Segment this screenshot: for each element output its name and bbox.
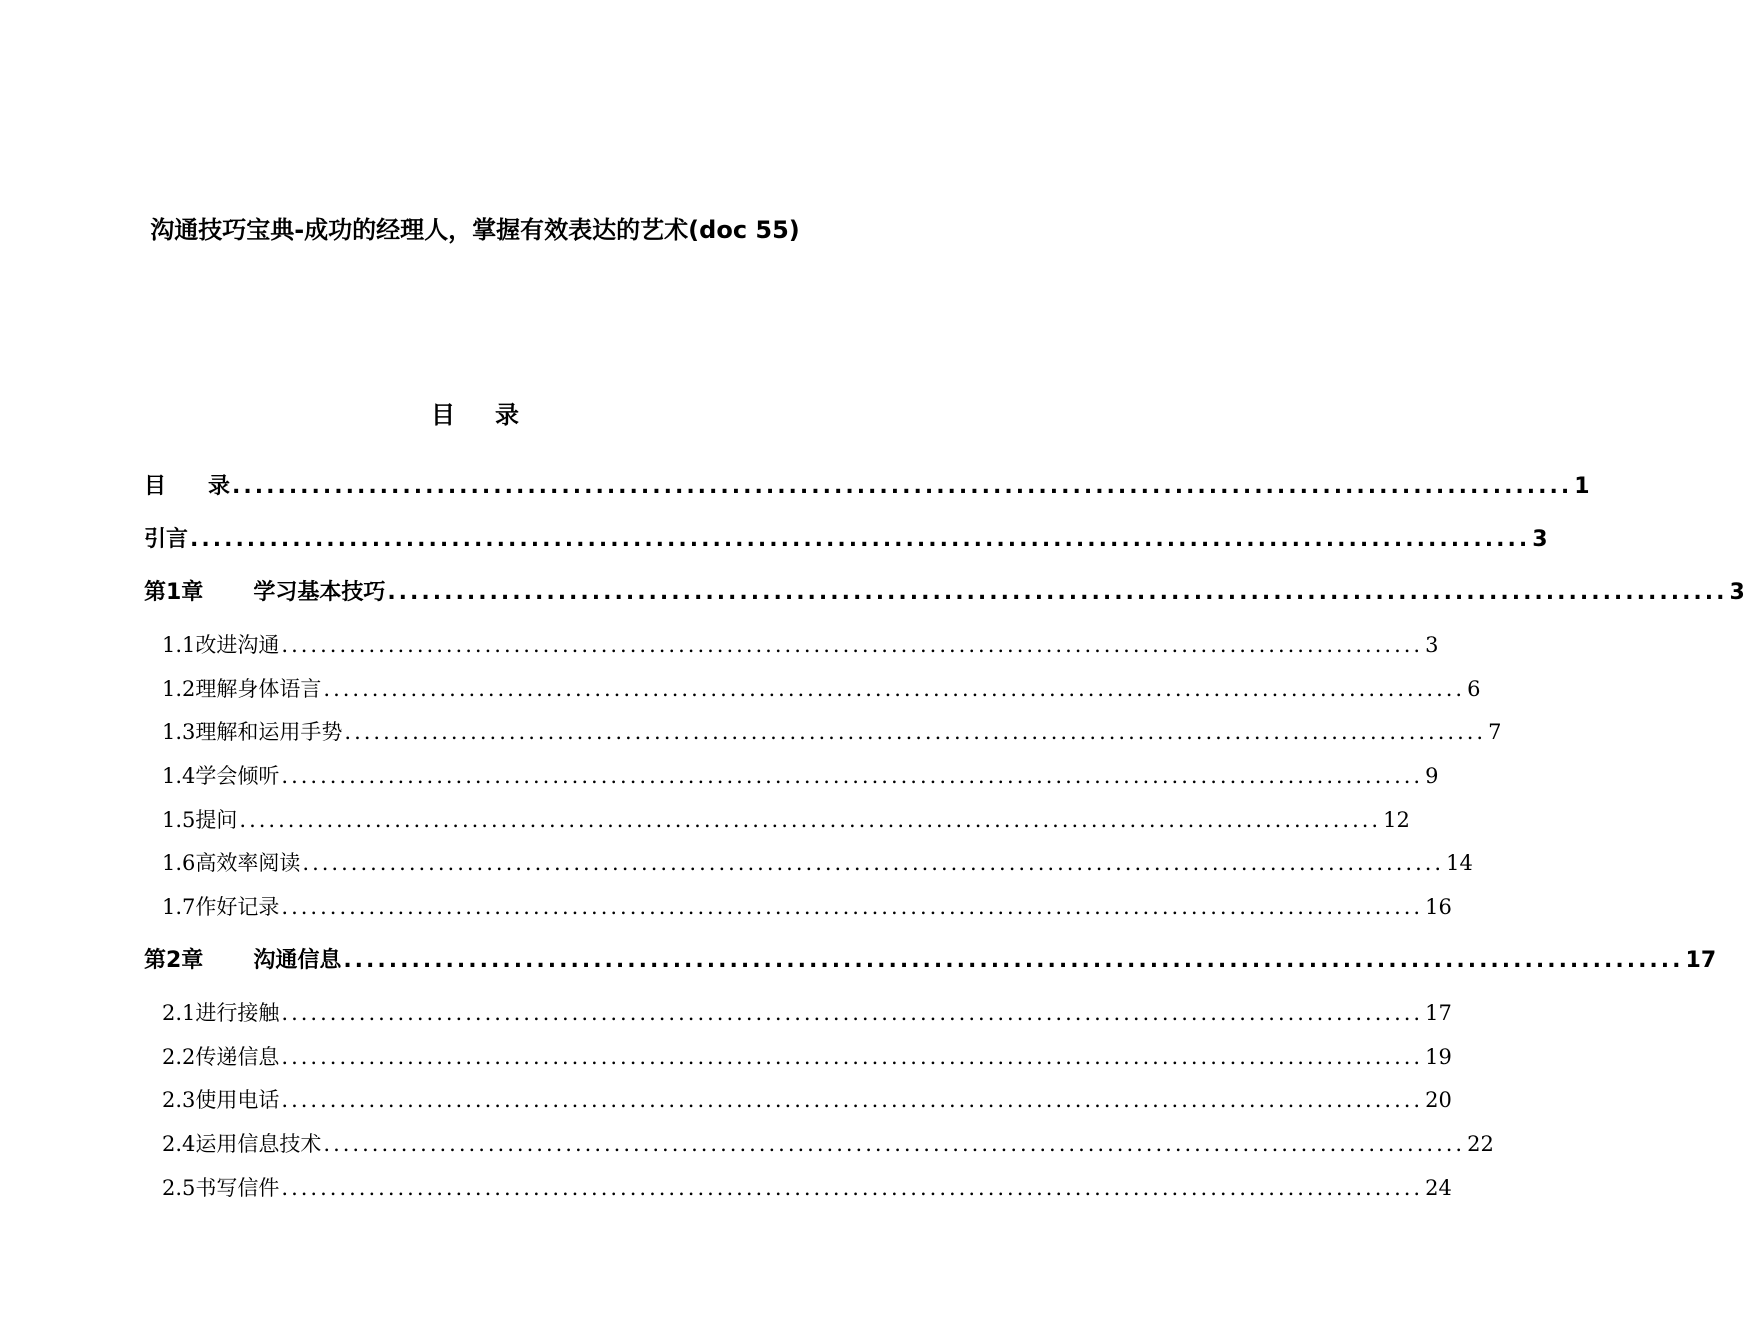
toc-entry-text: 作好记录 — [195, 895, 280, 919]
toc-entry-text: 高效率阅读 — [195, 851, 301, 875]
toc-entry-chapter-2[interactable] — [144, 944, 1717, 978]
toc-leader-dots: ...................................................................................................................... — [281, 633, 1424, 657]
toc-entry-number: 目 — [144, 474, 167, 499]
toc-entry-text: 改进沟通 — [195, 633, 280, 657]
toc-entry-1-5[interactable] — [162, 804, 1410, 836]
toc-leader-dots: ...................................................................................................................... — [302, 851, 1445, 875]
toc-entry-1-3[interactable] — [162, 716, 1502, 748]
toc-entry-chapter-1[interactable] — [144, 576, 1745, 610]
toc-page-number: 14 — [1446, 851, 1473, 875]
toc-page-number: 9 — [1425, 764, 1439, 788]
toc-page-number: 20 — [1425, 1088, 1452, 1112]
toc-leader-dots: ...................................................................................................................... — [281, 895, 1424, 919]
toc-entry-number: 1.2 — [162, 677, 196, 701]
document-title: 沟通技巧宝典-成功的经理人，掌握有效表达的艺术(doc 55) — [150, 216, 800, 244]
toc-entry-text: 书写信件 — [195, 1176, 280, 1200]
toc-leader-dots: ...................................................................................................................... — [281, 1176, 1424, 1200]
toc-page-number: 3 — [1729, 580, 1745, 605]
toc-entry-1-2[interactable] — [162, 673, 1481, 705]
toc-entry-1-7[interactable] — [162, 891, 1452, 923]
toc-page-number: 7 — [1488, 720, 1502, 744]
toc-entry-text: 理解身体语言 — [195, 677, 322, 701]
toc-entry-text: 沟通信息 — [253, 948, 342, 973]
toc-leader-dots: ...................................................................................................................... — [281, 1088, 1424, 1112]
toc-entry-1-6[interactable] — [162, 847, 1473, 879]
toc-leader-dots: ...................................................................................................................... — [344, 720, 1487, 744]
toc-entry-text: 学会倾听 — [195, 764, 280, 788]
toc-page-number: 16 — [1425, 895, 1452, 919]
toc-leader-dots: ...................................................................................................................... — [281, 764, 1424, 788]
toc-leader-dots: ...................................................................................................................... — [281, 1045, 1424, 1069]
toc-entry-2-2[interactable] — [162, 1041, 1452, 1073]
toc-page-number: 17 — [1425, 1001, 1452, 1025]
toc-entry-number: 2.2 — [162, 1045, 196, 1069]
toc-entry-text: 运用信息技术 — [195, 1132, 322, 1156]
toc-entry-text: 传递信息 — [195, 1045, 280, 1069]
toc-entry-number: 第1章 — [144, 580, 204, 605]
toc-leader-dots: ...................................................................................................................... — [387, 580, 1728, 605]
toc-page-number: 19 — [1425, 1045, 1452, 1069]
toc-leader-dots: ...................................................................................................................... — [323, 677, 1466, 701]
toc-page-number: 1 — [1574, 474, 1590, 499]
toc-entry-text: 录 — [208, 474, 231, 499]
toc-page-number: 3 — [1425, 633, 1439, 657]
toc-leader-dots: ...................................................................................................................... — [232, 474, 1573, 499]
toc-entry-number: 2.3 — [162, 1088, 196, 1112]
toc-entry-1-1[interactable] — [162, 629, 1439, 661]
toc-entry-introduction[interactable] — [144, 523, 1548, 557]
toc-entry-number: 1.6 — [162, 851, 196, 875]
toc-entry-text: 使用电话 — [195, 1088, 280, 1112]
toc-heading-right: 录 — [495, 401, 519, 429]
toc-page-number: 22 — [1467, 1132, 1494, 1156]
toc-entry-text: 引言 — [144, 527, 189, 552]
toc-entry-1-4[interactable] — [162, 760, 1439, 792]
toc-entry-text: 理解和运用手势 — [195, 720, 343, 744]
toc-page-number: 3 — [1532, 527, 1548, 552]
toc-entry-text: 提问 — [195, 808, 238, 832]
toc-leader-dots: ...................................................................................................................... — [323, 1132, 1466, 1156]
toc-entry-number: 1.5 — [162, 808, 196, 832]
toc-entry-text: 进行接触 — [195, 1001, 280, 1025]
toc-entry-number: 1.7 — [162, 895, 196, 919]
toc-page-number: 24 — [1425, 1176, 1452, 1200]
toc-entry-2-1[interactable] — [162, 997, 1452, 1029]
toc-heading-left: 目 — [431, 401, 455, 429]
toc-leader-dots: ...................................................................................................................... — [281, 1001, 1424, 1025]
toc-entry-2-3[interactable] — [162, 1084, 1452, 1116]
toc-page-number: 17 — [1685, 948, 1717, 973]
toc-entry-number: 1.1 — [162, 633, 196, 657]
toc-entry-number: 2.5 — [162, 1176, 196, 1200]
toc-entry-number: 1.3 — [162, 720, 196, 744]
toc-leader-dots: ...................................................................................................................... — [190, 527, 1531, 552]
toc-leader-dots: ...................................................................................................................... — [239, 808, 1382, 832]
toc-entry-number: 2.4 — [162, 1132, 196, 1156]
toc-entry-2-5[interactable] — [162, 1172, 1452, 1204]
toc-leader-dots: ...................................................................................................................... — [343, 948, 1684, 973]
toc-entry-text: 学习基本技巧 — [253, 580, 386, 605]
toc-entry-2-4[interactable] — [162, 1128, 1494, 1160]
toc-page-number: 6 — [1467, 677, 1481, 701]
toc-page-number: 12 — [1383, 808, 1410, 832]
toc-entry-contents[interactable] — [144, 470, 1590, 504]
toc-entry-number: 1.4 — [162, 764, 196, 788]
toc-entry-number: 第2章 — [144, 948, 204, 973]
toc-entry-number: 2.1 — [162, 1001, 196, 1025]
